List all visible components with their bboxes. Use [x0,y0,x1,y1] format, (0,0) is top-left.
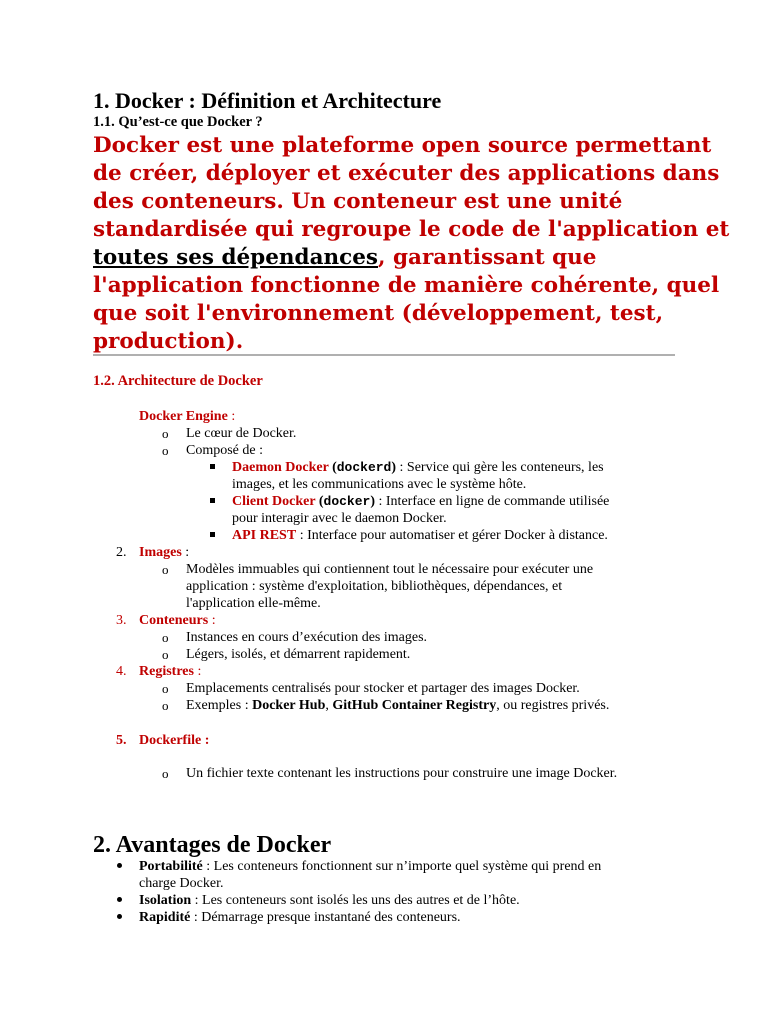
engine-label: Docker Engine [139,409,228,424]
images-heading [139,544,189,561]
intro-paragraph [93,132,729,356]
daemon-desc-line-2: images, et les communications avec le système hôte. [232,477,527,492]
square-bullet [210,498,215,503]
colon: : [181,545,190,560]
advantage-label: Isolation [139,893,192,908]
docker-hub: Docker Hub [252,698,326,713]
intro-line: des conteneurs. Un conteneur est une unité [93,189,623,214]
daemon-desc: : Service qui gère les conteneurs, les [396,460,604,475]
square-bullet [210,532,215,537]
images-line-2: application : système d'exploitation, bibliothèques, dépendances, et [186,579,563,594]
intro-text: , garantissant que [378,245,597,270]
subsection-1-2-title: 1.2. Architecture de Docker [93,373,263,389]
dependencies-link[interactable]: toutes ses dépendances [93,245,379,270]
examples-prefix: Exemples : [186,698,253,713]
client-desc: : Interface en ligne de commande utilisée [375,494,610,509]
images-line-1: Modèles immuables qui contiennent tout le nécessaire pour exécuter une [186,562,594,577]
examples-suffix: , ou registres privés. [496,698,610,713]
intro-line: Docker est une plateforme open source permettant [93,133,712,158]
containers-number: 3. [116,613,127,628]
images-number: 2. [116,545,127,560]
intro-line: l'application fonctionne de manière cohérente, quel [93,273,720,298]
advantage-item [139,909,461,926]
circle-bullet: o [162,630,169,645]
dockerfile-label: Dockerfile : [139,733,210,748]
paren: ) [370,494,375,509]
containers-heading [139,612,216,629]
daemon-label: Daemon Docker [232,460,329,475]
dockerfile-bullet-1: Un fichier texte contenant les instructions pour construire une image Docker. [186,766,618,781]
github-container-registry: GitHub Container Registry [332,698,497,713]
section-1-title: 1. Docker : Définition et Architecture [93,88,442,113]
advantage-desc-line-2: charge Docker. [139,876,224,891]
advantage-label: Portabilité [139,859,203,874]
circle-bullet: o [162,426,169,441]
engine-heading [139,408,235,425]
subsection-1-1-title: 1.1. Qu’est-ce que Docker ? [93,114,263,130]
registries-number: 4. [116,664,127,679]
advantage-label: Rapidité [139,910,191,925]
containers-bullet-2: Légers, isolés, et démarrent rapidement. [186,647,411,662]
circle-bullet: o [162,681,169,696]
images-label: Images [139,545,182,560]
section-2-title: 2. Avantages de Docker [93,832,332,858]
daemon-code: dockerd [336,460,392,475]
intro-line: de créer, déployer et exécuter des applications dans [93,161,720,186]
containers-label: Conteneurs [139,613,209,628]
horizontal-rule [93,354,675,356]
client-code: docker [323,494,371,509]
engine-bullet-2: Composé de : [186,443,263,458]
advantage-desc: : Les conteneurs fonctionnent sur n’importe quel système qui prend en [202,859,602,874]
disc-bullet [117,897,122,902]
circle-bullet: o [162,562,169,577]
disc-bullet [117,863,122,868]
circle-bullet: o [162,443,169,458]
client-label: Client Docker [232,494,316,509]
intro-line: standardisée qui regroupe le code de l'application et [93,217,730,242]
images-line-3: l'application elle-même. [186,596,321,611]
registries-bullet-1: Emplacements centralisés pour stocker et partager des images Docker. [186,681,580,696]
intro-line: que soit l'environnement (développement, test, [93,301,664,326]
api-item [232,527,608,544]
registries-heading [139,663,201,680]
circle-bullet: o [162,647,169,662]
separator: , [325,698,333,713]
advantage-desc: : Les conteneurs sont isolés les uns des autres et de l’hôte. [191,893,520,908]
paren: ) [391,460,397,475]
colon: : [193,664,202,679]
advantage-item [139,858,601,875]
client-desc-line-2: pour interagir avec le daemon Docker. [232,511,447,526]
registries-label: Registres [139,664,194,679]
dockerfile-number: 5. [116,733,127,748]
paren: ( [328,460,337,475]
daemon-item [232,459,604,476]
engine-bullet-1: Le cœur de Docker. [186,426,297,441]
intro-line: production). [93,329,244,354]
api-desc: : Interface pour automatiser et gérer Docker à distance. [296,528,608,543]
square-bullet [210,464,215,469]
api-label: API REST [232,528,297,543]
paren: ( [315,494,324,509]
client-item [232,493,609,510]
disc-bullet [117,914,122,919]
intro-line [93,244,729,272]
containers-bullet-1: Instances en cours d’exécution des images. [186,630,428,645]
colon: : [208,613,216,628]
advantage-desc: : Démarrage presque instantané des conteneurs. [190,910,461,925]
registries-bullet-2 [186,697,609,714]
circle-bullet: o [162,766,169,781]
advantage-item [139,892,520,909]
circle-bullet: o [162,698,169,713]
engine-colon: : [227,409,236,424]
